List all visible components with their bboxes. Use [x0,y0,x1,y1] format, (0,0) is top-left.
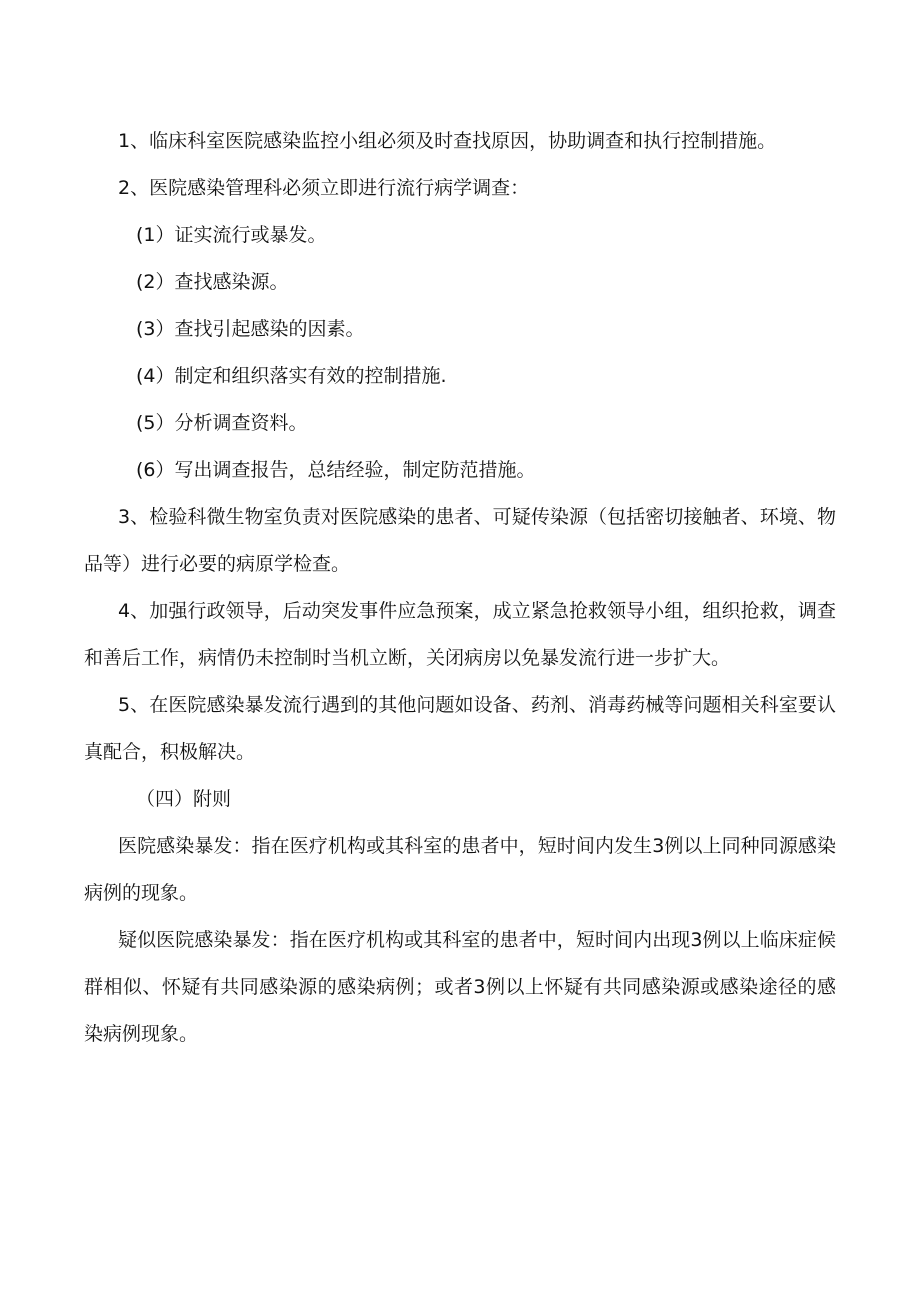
section-heading: （四）附则 [136,788,232,810]
paragraph-item-4: 4、加强行政领导，后动突发事件应急预案，成立紧急抢救领导小组，组织抢救，调查和善后工作，病情仍未控制时当机立断，关闭病房以免暴发流行进一步扩大。 [84,600,836,669]
sub-item-2: (2）查找感染源。 [136,271,289,293]
paragraph-item-5: 5、在医院感染暴发流行遇到的其他问题如设备、药剂、消毒药械等问题相关科室要认真配合，积极解决。 [84,694,836,763]
paragraph-item-1: 1、临床科室医院感染监控小组必须及时查找原因，协助调查和执行控制措施。 [118,130,777,152]
definition-suspected-outbreak: 疑似医院感染暴发：指在医疗机构或其科室的患者中，短时间内出现3例以上临床症候群相似、怀疑有共同感染源的感染病例；或者3例以上怀疑有共同感染源或感染途径的感染病例现象。 [84,929,836,1045]
document-body [84,118,836,1058]
sub-item-1: (1）证实流行或暴发。 [136,224,327,246]
paragraph-item-2: 2、医院感染管理科必须立即进行流行病学调查： [118,177,530,199]
sub-item-6: (6）写出调查报告，总结经验，制定防范措施。 [136,459,536,481]
sub-item-5: (5）分析调查资料。 [136,412,308,434]
paragraph-item-3: 3、检验科微生物室负责对医院感染的患者、可疑传染源（包括密切接触者、环境、物品等）进行必要的病原学检查。 [84,506,836,575]
sub-item-3: (3）查找引起感染的因素。 [136,318,365,340]
sub-item-4: (4）制定和组织落实有效的控制措施. [136,365,447,387]
definition-outbreak: 医院感染暴发：指在医疗机构或其科室的患者中，短时间内发生3例以上同种同源感染病例的现象。 [84,835,836,904]
